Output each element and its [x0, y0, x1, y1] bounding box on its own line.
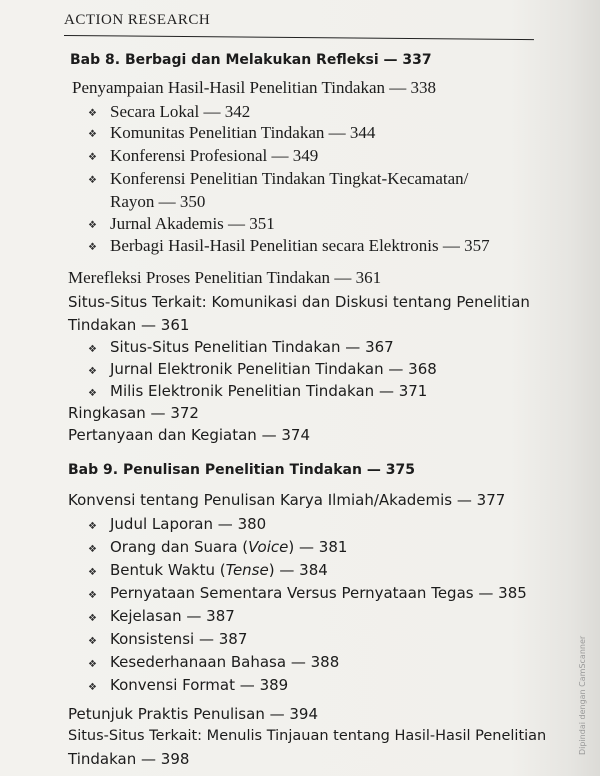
page-number: 394: [289, 705, 319, 723]
toc-entry: [68, 426, 310, 444]
entry-text-part: Orang dan Suara (: [110, 538, 249, 556]
page-number: 387: [218, 630, 248, 648]
diamond-bullet-icon: ❖: [88, 152, 97, 163]
page-number: 372: [170, 404, 199, 422]
page-number: 367: [365, 338, 394, 356]
page-number: 381: [318, 538, 348, 556]
dash: —: [442, 236, 460, 255]
dash: —: [261, 426, 277, 444]
diamond-bullet-icon: ❖: [88, 388, 97, 399]
toc-entry: [68, 491, 505, 509]
toc-subentry: [88, 236, 490, 256]
chapter-title: Bab 9. Penulisan Penelitian Tindakan: [68, 462, 362, 478]
entry-text: Judul Laporan: [110, 515, 214, 533]
diamond-bullet-icon: ❖: [88, 175, 97, 186]
toc-subentry: [88, 338, 394, 356]
page-number: 377: [476, 491, 506, 509]
toc-subentry: [88, 538, 348, 556]
page-number: 371: [398, 382, 428, 400]
entry-text: Rayon: [110, 192, 155, 211]
entry-text: Kejelasan: [110, 607, 182, 625]
entry-text: Situs-Situs Terkait: Menulis Tinjauan tentang Hasil-Hasil Penelitian: [68, 728, 547, 744]
dash: —: [217, 515, 233, 533]
dash: —: [328, 123, 346, 142]
chapter-9-heading: [68, 462, 415, 478]
dash: —: [271, 146, 289, 165]
toc-subentry: [88, 146, 319, 166]
page-number: 350: [179, 192, 206, 211]
entry-text: Kesederhanaan Bahasa: [110, 653, 287, 671]
entry-text: [110, 538, 294, 556]
toc-subentry: [88, 102, 251, 122]
toc-entry: [72, 78, 436, 98]
diamond-bullet-icon: ❖: [88, 220, 97, 231]
toc-entry: [68, 268, 381, 288]
entry-text: Penyampaian Hasil-Hasil Penelitian Tindakan: [72, 78, 386, 97]
entry-text: Jurnal Elektronik Penelitian Tindakan: [110, 360, 384, 378]
dash: —: [279, 561, 295, 579]
toc-subentry-continued: [110, 192, 205, 212]
toc-entry: [68, 404, 199, 422]
entry-text: Konvensi tentang Penulisan Karya Ilmiah/Akademis: [68, 491, 453, 509]
diamond-bullet-icon: ❖: [88, 344, 97, 355]
toc-subentry: [88, 653, 340, 671]
toc-subentry: [88, 561, 328, 579]
dash: —: [158, 192, 176, 211]
scanner-watermark: Dipindai dengan CamScanner: [578, 635, 587, 755]
toc-subentry: [88, 584, 527, 602]
page-number: 357: [464, 236, 490, 255]
toc-subentry: [88, 676, 289, 694]
entry-text: Ringkasan: [68, 404, 146, 422]
dash: —: [383, 52, 398, 68]
page-number: 389: [259, 676, 289, 694]
entry-text: [110, 561, 275, 579]
page-number: 361: [160, 316, 190, 334]
page-number: 385: [498, 584, 527, 602]
dash: —: [186, 607, 202, 625]
diamond-bullet-icon: ❖: [88, 613, 97, 624]
toc-subentry: [88, 169, 469, 189]
entry-text: Petunjuk Praktis Penulisan: [68, 705, 265, 723]
toc-subentry: [88, 360, 437, 378]
entry-text-italic: Voice: [248, 538, 289, 556]
page-number: 384: [299, 561, 328, 579]
dash: —: [198, 630, 214, 648]
dash: —: [334, 268, 352, 287]
dash: —: [345, 338, 361, 356]
toc-entry: [68, 728, 546, 744]
entry-text: Situs-Situs Penelitian Tindakan: [110, 338, 341, 356]
dash: —: [141, 316, 156, 334]
diamond-bullet-icon: ❖: [88, 366, 97, 377]
dash: —: [239, 676, 255, 694]
toc-entry-continued: [68, 750, 189, 768]
entry-text: Tindakan: [68, 750, 137, 768]
chapter-title: Bab 8. Berbagi dan Melakukan Refleksi: [70, 52, 379, 68]
page-number: 368: [408, 360, 437, 378]
running-head: ACTION RESEARCH: [64, 12, 211, 28]
toc-entry: [68, 705, 318, 723]
entry-text-part: ): [268, 561, 275, 579]
dash: —: [366, 462, 381, 478]
toc-subentry: [88, 515, 267, 533]
page-number: 361: [355, 268, 382, 287]
toc-entry: [68, 293, 530, 311]
entry-text: Pernyataan Sementara Versus Pernyataan Tegas: [110, 584, 474, 602]
dash: —: [203, 102, 221, 121]
entry-text: Pertanyaan dan Kegiatan: [68, 426, 257, 444]
chapter-8-heading: [70, 52, 432, 68]
dash: —: [389, 78, 407, 97]
diamond-bullet-icon: ❖: [88, 521, 97, 532]
diamond-bullet-icon: ❖: [88, 567, 97, 578]
page-number: 375: [385, 462, 415, 478]
entry-text: Konsistensi: [110, 630, 195, 648]
dash: —: [299, 538, 314, 556]
diamond-bullet-icon: ❖: [88, 108, 97, 119]
dash: —: [378, 382, 394, 400]
toc-subentry: [88, 382, 428, 400]
page-number: 388: [310, 653, 340, 671]
page-number: 344: [349, 123, 376, 142]
diamond-bullet-icon: ❖: [88, 544, 97, 555]
toc-subentry: [88, 630, 248, 648]
toc-subentry: [88, 123, 376, 143]
entry-text: Komunitas Penelitian Tindakan: [110, 123, 325, 142]
diamond-bullet-icon: ❖: [88, 659, 97, 670]
toc-entry-continued: [68, 316, 189, 334]
page-number: 374: [281, 426, 310, 444]
entry-text: Milis Elektronik Penelitian Tindakan: [110, 382, 375, 400]
dash: —: [388, 360, 404, 378]
diamond-bullet-icon: ❖: [88, 242, 97, 253]
entry-text-italic: Tense: [225, 561, 269, 579]
entry-text: Tindakan: [68, 316, 137, 334]
dash: —: [269, 705, 285, 723]
entry-text-part: ): [288, 538, 295, 556]
page-number: 342: [224, 102, 251, 121]
diamond-bullet-icon: ❖: [88, 636, 97, 647]
entry-text: Merefleksi Proses Penelitian Tindakan: [68, 268, 331, 287]
dash: —: [141, 750, 156, 768]
diamond-bullet-icon: ❖: [88, 682, 97, 693]
page-number: 398: [160, 750, 190, 768]
page-number: 337: [402, 52, 432, 68]
toc-subentry: [88, 607, 235, 625]
entry-text: Situs-Situs Terkait: Komunikasi dan Diskusi tentang Penelitian: [68, 293, 530, 311]
dash: —: [456, 491, 472, 509]
entry-text: Secara Lokal: [110, 102, 200, 121]
page-number: 380: [237, 515, 267, 533]
page-number: 387: [206, 607, 235, 625]
header-rule: [64, 35, 534, 40]
entry-text: Konferensi Profesional: [110, 146, 268, 165]
entry-text: Konvensi Format: [110, 676, 235, 694]
diamond-bullet-icon: ❖: [88, 129, 97, 140]
entry-text: Konferensi Penelitian Tindakan Tingkat-Kecamatan/: [110, 169, 469, 188]
entry-text-part: Bentuk Waktu (: [110, 561, 226, 579]
diamond-bullet-icon: ❖: [88, 590, 97, 601]
dash: —: [150, 404, 166, 422]
toc-subentry: [88, 214, 275, 234]
dash: —: [228, 214, 246, 233]
entry-text: Jurnal Akademis: [110, 214, 224, 233]
page-number: 351: [249, 214, 275, 233]
dash: —: [478, 584, 494, 602]
page-number: 338: [410, 78, 437, 97]
entry-text: Berbagi Hasil-Hasil Penelitian secara Elektronis: [110, 236, 439, 255]
page-number: 349: [292, 146, 319, 165]
dash: —: [290, 653, 306, 671]
